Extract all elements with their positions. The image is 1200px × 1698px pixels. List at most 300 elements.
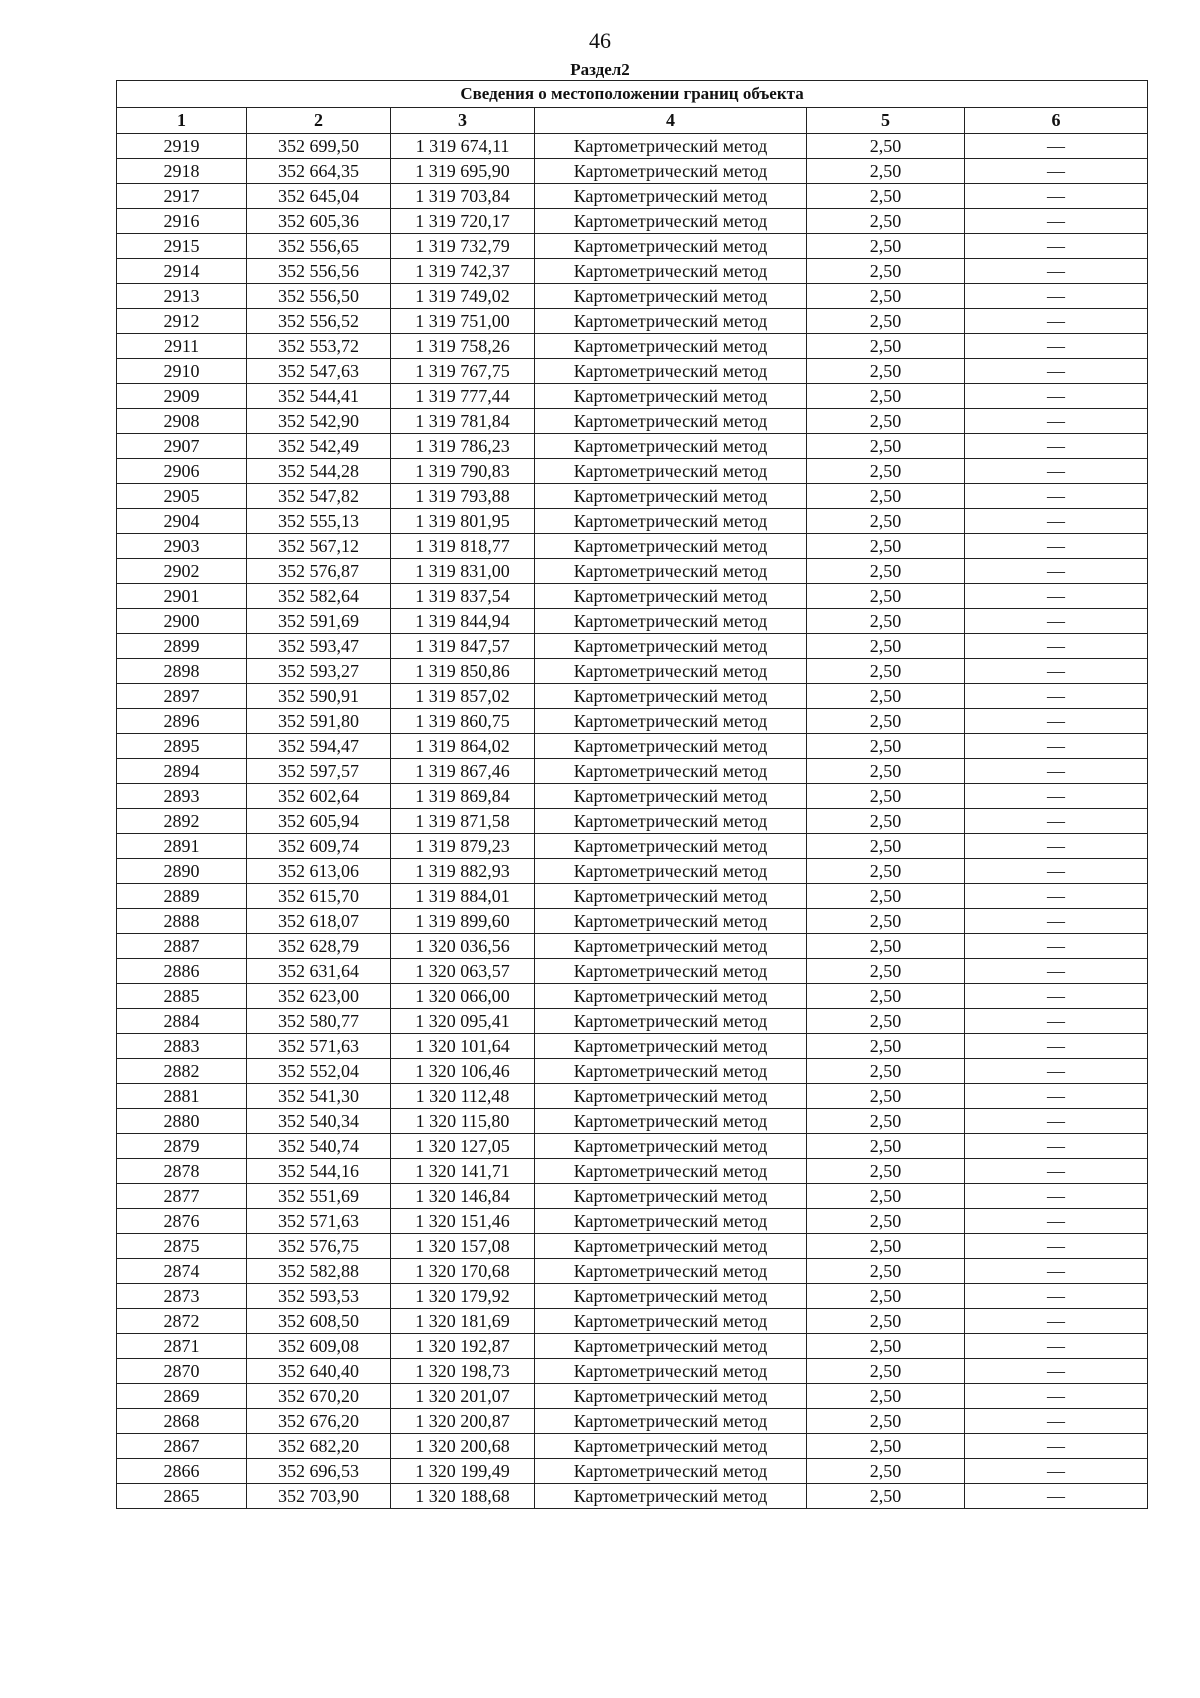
table-row: [117, 134, 1148, 159]
table-cell-col-1: 2893: [117, 784, 247, 809]
table-cell-col-4: Картометрический метод: [535, 234, 807, 259]
table-cell-col-2: 352 576,75: [247, 1234, 391, 1259]
table-cell-col-6: —: [965, 509, 1148, 534]
table-cell-col-1: 2910: [117, 359, 247, 384]
table-cell-col-1: 2883: [117, 1034, 247, 1059]
table-cell-col-5: 2,50: [807, 484, 965, 509]
table-row: [117, 559, 1148, 584]
table-cell-col-3: 1 320 198,73: [391, 1359, 535, 1384]
table-cell-col-6: —: [965, 1209, 1148, 1234]
table-cell-col-2: 352 552,04: [247, 1059, 391, 1084]
table-cell-col-2: 352 547,82: [247, 484, 391, 509]
table-cell-col-6: —: [965, 1084, 1148, 1109]
table-cell-col-2: 352 609,74: [247, 834, 391, 859]
table-cell-col-1: 2870: [117, 1359, 247, 1384]
table-cell-col-1: 2866: [117, 1459, 247, 1484]
table-cell-col-2: 352 605,94: [247, 809, 391, 834]
table-row: [117, 459, 1148, 484]
table-cell-col-4: Картометрический метод: [535, 1259, 807, 1284]
table-cell-col-2: 352 597,57: [247, 759, 391, 784]
table-cell-col-2: 352 582,64: [247, 584, 391, 609]
table-cell-col-3: 1 319 749,02: [391, 284, 535, 309]
table-row: [117, 859, 1148, 884]
table-cell-col-3: 1 320 199,49: [391, 1459, 535, 1484]
table-cell-col-3: 1 319 844,94: [391, 609, 535, 634]
table-cell-col-2: 352 593,27: [247, 659, 391, 684]
table-cell-col-5: 2,50: [807, 1359, 965, 1384]
table-row: [117, 959, 1148, 984]
table-row: [117, 1084, 1148, 1109]
table-cell-col-1: 2891: [117, 834, 247, 859]
table-cell-col-1: 2889: [117, 884, 247, 909]
table-cell-col-3: 1 320 192,87: [391, 1334, 535, 1359]
table-cell-col-1: 2908: [117, 409, 247, 434]
table-cell-col-2: 352 591,80: [247, 709, 391, 734]
table-cell-col-4: Картометрический метод: [535, 1059, 807, 1084]
table-cell-col-6: —: [965, 484, 1148, 509]
table-cell-col-1: 2867: [117, 1434, 247, 1459]
table-cell-col-4: Картометрический метод: [535, 809, 807, 834]
table-cell-col-2: 352 682,20: [247, 1434, 391, 1459]
table-cell-col-6: —: [965, 284, 1148, 309]
table-cell-col-4: Картометрический метод: [535, 159, 807, 184]
table-cell-col-4: Картометрический метод: [535, 134, 807, 159]
table-cell-col-1: 2899: [117, 634, 247, 659]
table-cell-col-2: 352 640,40: [247, 1359, 391, 1384]
table-cell-col-5: 2,50: [807, 909, 965, 934]
table-cell-col-2: 352 696,53: [247, 1459, 391, 1484]
table-cell-col-6: —: [965, 559, 1148, 584]
table-cell-col-2: 352 608,50: [247, 1309, 391, 1334]
table-cell-col-6: —: [965, 859, 1148, 884]
table-cell-col-2: 352 571,63: [247, 1034, 391, 1059]
table-row: [117, 1409, 1148, 1434]
table-cell-col-4: Картометрический метод: [535, 759, 807, 784]
table-cell-col-3: 1 319 793,88: [391, 484, 535, 509]
table-cell-col-5: 2,50: [807, 834, 965, 859]
table-row: [117, 1134, 1148, 1159]
table-cell-col-3: 1 319 864,02: [391, 734, 535, 759]
table-cell-col-2: 352 593,47: [247, 634, 391, 659]
table-cell-col-6: —: [965, 1284, 1148, 1309]
table-cell-col-3: 1 319 777,44: [391, 384, 535, 409]
table-cell-col-5: 2,50: [807, 1159, 965, 1184]
table-cell-col-2: 352 699,50: [247, 134, 391, 159]
table-cell-col-6: —: [965, 584, 1148, 609]
table-cell-col-6: —: [965, 459, 1148, 484]
table-cell-col-5: 2,50: [807, 709, 965, 734]
table-cell-col-2: 352 613,06: [247, 859, 391, 884]
table-cell-col-4: Картометрический метод: [535, 1309, 807, 1334]
table-cell-col-1: 2895: [117, 734, 247, 759]
table-cell-col-5: 2,50: [807, 1209, 965, 1234]
table-cell-col-4: Картометрический метод: [535, 334, 807, 359]
table-row: [117, 384, 1148, 409]
table-cell-col-3: 1 320 066,00: [391, 984, 535, 1009]
table-row: [117, 1059, 1148, 1084]
table-cell-col-6: —: [965, 184, 1148, 209]
table-row: [117, 1459, 1148, 1484]
table-cell-col-2: 352 556,65: [247, 234, 391, 259]
table-cell-col-3: 1 319 751,00: [391, 309, 535, 334]
table-row: [117, 1009, 1148, 1034]
table-cell-col-3: 1 319 767,75: [391, 359, 535, 384]
table-cell-col-1: 2887: [117, 934, 247, 959]
table-cell-col-5: 2,50: [807, 1484, 965, 1509]
table-cell-col-6: —: [965, 1309, 1148, 1334]
table-cell-col-5: 2,50: [807, 1459, 965, 1484]
table-cell-col-2: 352 571,63: [247, 1209, 391, 1234]
table-cell-col-4: Картометрический метод: [535, 434, 807, 459]
table-row: [117, 184, 1148, 209]
table-cell-col-5: 2,50: [807, 1234, 965, 1259]
table-cell-col-2: 352 628,79: [247, 934, 391, 959]
table-cell-col-6: —: [965, 984, 1148, 1009]
table-cell-col-5: 2,50: [807, 734, 965, 759]
table-cell-col-5: 2,50: [807, 859, 965, 884]
table-cell-col-1: 2875: [117, 1234, 247, 1259]
page-number: 46: [589, 28, 611, 53]
table-cell-col-6: —: [965, 309, 1148, 334]
table-cell-col-3: 1 320 157,08: [391, 1234, 535, 1259]
table-cell-col-4: Картометрический метод: [535, 534, 807, 559]
table-cell-col-5: 2,50: [807, 284, 965, 309]
table-cell-col-2: 352 594,47: [247, 734, 391, 759]
table-cell-col-5: 2,50: [807, 984, 965, 1009]
table-row: [117, 509, 1148, 534]
table-cell-col-1: 2911: [117, 334, 247, 359]
table-cell-col-1: 2881: [117, 1084, 247, 1109]
table-row: [117, 259, 1148, 284]
table-cell-col-4: Картометрический метод: [535, 684, 807, 709]
table-cell-col-5: 2,50: [807, 334, 965, 359]
table-row: [117, 309, 1148, 334]
table-cell-col-2: 352 645,04: [247, 184, 391, 209]
table-row: [117, 684, 1148, 709]
table-cell-col-1: 2916: [117, 209, 247, 234]
table-cell-col-6: —: [965, 1459, 1148, 1484]
table-cell-col-4: Картометрический метод: [535, 1109, 807, 1134]
table-cell-col-1: 2884: [117, 1009, 247, 1034]
table-cell-col-1: 2880: [117, 1109, 247, 1134]
table-cell-col-2: 352 609,08: [247, 1334, 391, 1359]
table-cell-col-6: —: [965, 784, 1148, 809]
table-cell-col-4: Картометрический метод: [535, 934, 807, 959]
table-cell-col-2: 352 618,07: [247, 909, 391, 934]
table-cell-col-1: 2900: [117, 609, 247, 634]
table-cell-col-3: 1 319 695,90: [391, 159, 535, 184]
table-cell-col-3: 1 319 732,79: [391, 234, 535, 259]
table-cell-col-6: —: [965, 209, 1148, 234]
table-row: [117, 534, 1148, 559]
table-title: Сведения о местоположении границ объекта: [117, 81, 1148, 108]
table-cell-col-3: 1 319 674,11: [391, 134, 535, 159]
table-cell-col-3: 1 319 857,02: [391, 684, 535, 709]
table-cell-col-3: 1 319 882,93: [391, 859, 535, 884]
table-cell-col-4: Картометрический метод: [535, 559, 807, 584]
table-row: [117, 1434, 1148, 1459]
table-cell-col-5: 2,50: [807, 1034, 965, 1059]
table-row: [117, 784, 1148, 809]
table-row: [117, 984, 1148, 1009]
table-cell-col-3: 1 319 703,84: [391, 184, 535, 209]
table-row: [117, 1284, 1148, 1309]
table-row: [117, 1259, 1148, 1284]
table-cell-col-5: 2,50: [807, 1434, 965, 1459]
table-cell-col-5: 2,50: [807, 534, 965, 559]
table-row: [117, 1334, 1148, 1359]
table-cell-col-3: 1 319 869,84: [391, 784, 535, 809]
table-cell-col-6: —: [965, 1184, 1148, 1209]
table-cell-col-4: Картометрический метод: [535, 659, 807, 684]
table-cell-col-5: 2,50: [807, 884, 965, 909]
table-cell-col-5: 2,50: [807, 609, 965, 634]
table-cell-col-6: —: [965, 1234, 1148, 1259]
table-cell-col-1: 2917: [117, 184, 247, 209]
table-cell-col-2: 352 590,91: [247, 684, 391, 709]
table-cell-col-2: 352 623,00: [247, 984, 391, 1009]
table-cell-col-3: 1 319 884,01: [391, 884, 535, 909]
table-cell-col-4: Картометрический метод: [535, 1434, 807, 1459]
table-cell-col-3: 1 320 179,92: [391, 1284, 535, 1309]
table-cell-col-4: Картометрический метод: [535, 1209, 807, 1234]
table-row: [117, 434, 1148, 459]
table-cell-col-6: —: [965, 1484, 1148, 1509]
table-cell-col-1: 2904: [117, 509, 247, 534]
table-cell-col-4: Картометрический метод: [535, 259, 807, 284]
table-row: [117, 1184, 1148, 1209]
table-row: [117, 759, 1148, 784]
table-cell-col-4: Картометрический метод: [535, 609, 807, 634]
table-cell-col-5: 2,50: [807, 459, 965, 484]
table-cell-col-4: Картометрический метод: [535, 709, 807, 734]
table-cell-col-2: 352 555,13: [247, 509, 391, 534]
table-row: [117, 484, 1148, 509]
column-header-3: 3: [391, 108, 535, 134]
table-row: [117, 584, 1148, 609]
table-cell-col-3: 1 320 106,46: [391, 1059, 535, 1084]
table-cell-col-3: 1 320 063,57: [391, 959, 535, 984]
column-header-5: 5: [807, 108, 965, 134]
table-row: [117, 1109, 1148, 1134]
table-cell-col-5: 2,50: [807, 759, 965, 784]
table-cell-col-3: 1 320 201,07: [391, 1384, 535, 1409]
table-cell-col-4: Картометрический метод: [535, 409, 807, 434]
table-cell-col-5: 2,50: [807, 809, 965, 834]
table-cell-col-3: 1 319 801,95: [391, 509, 535, 534]
table-cell-col-1: 2912: [117, 309, 247, 334]
table-cell-col-4: Картометрический метод: [535, 1484, 807, 1509]
table-cell-col-5: 2,50: [807, 1284, 965, 1309]
table-cell-col-4: Картометрический метод: [535, 384, 807, 409]
table-cell-col-2: 352 540,34: [247, 1109, 391, 1134]
table-cell-col-4: Картометрический метод: [535, 209, 807, 234]
table-cell-col-5: 2,50: [807, 1084, 965, 1109]
table-cell-col-4: Картометрический метод: [535, 984, 807, 1009]
table-cell-col-6: —: [965, 1109, 1148, 1134]
table-cell-col-5: 2,50: [807, 1009, 965, 1034]
table-cell-col-4: Картометрический метод: [535, 1184, 807, 1209]
table-cell-col-2: 352 556,50: [247, 284, 391, 309]
table-row: [117, 1359, 1148, 1384]
table-cell-col-1: 2888: [117, 909, 247, 934]
table-cell-col-5: 2,50: [807, 509, 965, 534]
table-cell-col-3: 1 320 188,68: [391, 1484, 535, 1509]
table-cell-col-5: 2,50: [807, 559, 965, 584]
table-cell-col-6: —: [965, 884, 1148, 909]
table-cell-col-4: Картометрический метод: [535, 284, 807, 309]
table-cell-col-1: 2892: [117, 809, 247, 834]
table-cell-col-4: Картометрический метод: [535, 509, 807, 534]
table-cell-col-2: 352 542,90: [247, 409, 391, 434]
table-cell-col-4: Картометрический метод: [535, 459, 807, 484]
table-cell-col-4: Картометрический метод: [535, 1359, 807, 1384]
table-cell-col-6: —: [965, 684, 1148, 709]
table-cell-col-1: 2882: [117, 1059, 247, 1084]
table-cell-col-4: Картометрический метод: [535, 359, 807, 384]
table-cell-col-2: 352 541,30: [247, 1084, 391, 1109]
table-cell-col-1: 2903: [117, 534, 247, 559]
table-cell-col-6: —: [965, 434, 1148, 459]
table-cell-col-6: —: [965, 734, 1148, 759]
table-cell-col-4: Картометрический метод: [535, 1234, 807, 1259]
table-cell-col-5: 2,50: [807, 259, 965, 284]
table-row: [117, 234, 1148, 259]
table-cell-col-6: —: [965, 759, 1148, 784]
table-cell-col-1: 2879: [117, 1134, 247, 1159]
table-row: [117, 834, 1148, 859]
table-cell-col-5: 2,50: [807, 584, 965, 609]
table-cell-col-5: 2,50: [807, 134, 965, 159]
table-cell-col-2: 352 556,52: [247, 309, 391, 334]
table-cell-col-1: 2890: [117, 859, 247, 884]
table-row: [117, 659, 1148, 684]
table-cell-col-2: 352 631,64: [247, 959, 391, 984]
table-cell-col-3: 1 319 720,17: [391, 209, 535, 234]
table-cell-col-5: 2,50: [807, 309, 965, 334]
column-header-row: [117, 108, 1148, 134]
table-row: [117, 609, 1148, 634]
table-cell-col-1: 2906: [117, 459, 247, 484]
table-cell-col-6: —: [965, 1409, 1148, 1434]
table-cell-col-4: Картометрический метод: [535, 884, 807, 909]
table-row: [117, 934, 1148, 959]
table-cell-col-6: —: [965, 384, 1148, 409]
table-cell-col-6: —: [965, 1059, 1148, 1084]
table-cell-col-1: 2898: [117, 659, 247, 684]
table-cell-col-5: 2,50: [807, 959, 965, 984]
table-cell-col-2: 352 605,36: [247, 209, 391, 234]
table-cell-col-1: 2901: [117, 584, 247, 609]
table-row: [117, 1234, 1148, 1259]
table-row: [117, 734, 1148, 759]
table-cell-col-3: 1 320 101,64: [391, 1034, 535, 1059]
table-row: [117, 1159, 1148, 1184]
table-cell-col-3: 1 320 181,69: [391, 1309, 535, 1334]
table-cell-col-2: 352 544,28: [247, 459, 391, 484]
table-cell-col-6: —: [965, 1259, 1148, 1284]
table-cell-col-2: 352 547,63: [247, 359, 391, 384]
table-cell-col-2: 352 670,20: [247, 1384, 391, 1409]
table-cell-col-3: 1 319 786,23: [391, 434, 535, 459]
table-row: [117, 809, 1148, 834]
table-cell-col-5: 2,50: [807, 1059, 965, 1084]
table-cell-col-5: 2,50: [807, 434, 965, 459]
table-cell-col-6: —: [965, 1334, 1148, 1359]
boundary-coordinates-table: [116, 80, 1148, 1509]
table-cell-col-3: 1 319 781,84: [391, 409, 535, 434]
table-row: [117, 1209, 1148, 1234]
table-cell-col-6: —: [965, 834, 1148, 859]
table-cell-col-1: 2913: [117, 284, 247, 309]
table-cell-col-6: —: [965, 609, 1148, 634]
table-cell-col-3: 1 320 151,46: [391, 1209, 535, 1234]
table-cell-col-3: 1 319 867,46: [391, 759, 535, 784]
column-header-1: 1: [117, 108, 247, 134]
table-cell-col-2: 352 553,72: [247, 334, 391, 359]
table-cell-col-2: 352 664,35: [247, 159, 391, 184]
table-cell-col-5: 2,50: [807, 359, 965, 384]
table-cell-col-5: 2,50: [807, 1259, 965, 1284]
table-cell-col-6: —: [965, 359, 1148, 384]
table-cell-col-1: 2909: [117, 384, 247, 409]
table-cell-col-5: 2,50: [807, 784, 965, 809]
table-cell-col-5: 2,50: [807, 659, 965, 684]
table-cell-col-6: —: [965, 1434, 1148, 1459]
table-cell-col-3: 1 319 831,00: [391, 559, 535, 584]
table-row: [117, 159, 1148, 184]
table-cell-col-4: Картометрический метод: [535, 1009, 807, 1034]
table-cell-col-1: 2894: [117, 759, 247, 784]
table-cell-col-6: —: [965, 934, 1148, 959]
table-cell-col-4: Картометрический метод: [535, 834, 807, 859]
table-cell-col-5: 2,50: [807, 1184, 965, 1209]
table-cell-col-1: 2915: [117, 234, 247, 259]
table-row: [117, 409, 1148, 434]
table-cell-col-6: —: [965, 334, 1148, 359]
table-cell-col-4: Картометрический метод: [535, 909, 807, 934]
table-cell-col-6: —: [965, 409, 1148, 434]
table-cell-col-4: Картометрический метод: [535, 1284, 807, 1309]
table-cell-col-1: 2865: [117, 1484, 247, 1509]
table-cell-col-3: 1 320 112,48: [391, 1084, 535, 1109]
table-cell-col-2: 352 703,90: [247, 1484, 391, 1509]
table-cell-col-4: Картометрический метод: [535, 1409, 807, 1434]
table-cell-col-6: —: [965, 259, 1148, 284]
table-cell-col-3: 1 319 850,86: [391, 659, 535, 684]
table-row: [117, 634, 1148, 659]
table-cell-col-1: 2907: [117, 434, 247, 459]
table-body: [117, 134, 1148, 1509]
table-cell-col-5: 2,50: [807, 1384, 965, 1409]
table-cell-col-2: 352 544,16: [247, 1159, 391, 1184]
table-row: [117, 709, 1148, 734]
table-cell-col-6: —: [965, 1034, 1148, 1059]
table-cell-col-2: 352 542,49: [247, 434, 391, 459]
table-row: [117, 334, 1148, 359]
table-cell-col-3: 1 320 170,68: [391, 1259, 535, 1284]
table-cell-col-6: —: [965, 1009, 1148, 1034]
table-cell-col-5: 2,50: [807, 1409, 965, 1434]
section-title: Раздел2: [570, 60, 630, 79]
table-cell-col-3: 1 319 758,26: [391, 334, 535, 359]
table-cell-col-6: —: [965, 1134, 1148, 1159]
table-cell-col-4: Картометрический метод: [535, 1159, 807, 1184]
table-row: [117, 1034, 1148, 1059]
table-cell-col-5: 2,50: [807, 684, 965, 709]
table-cell-col-6: —: [965, 534, 1148, 559]
table-cell-col-5: 2,50: [807, 634, 965, 659]
